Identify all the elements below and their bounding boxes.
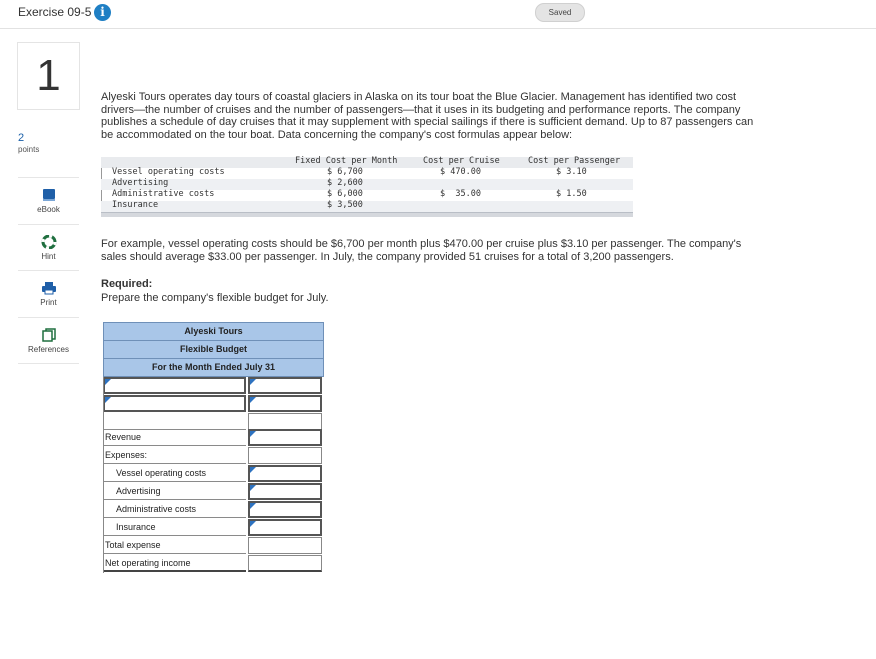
advertising-label: Advertising bbox=[103, 483, 246, 500]
intro-line: Alyeski Tours operates day tours of coastal glaciers in Alaska on its tour boat the Blue Glacier. Management has identified two cost bbox=[101, 91, 737, 103]
row-label: Administrative costs bbox=[112, 189, 215, 199]
example-line: For example, vessel operating costs should be $6,700 per month plus $470.00 per cruise plus $3.10 per passenger. The company's bbox=[101, 238, 742, 250]
budget-row-revenue bbox=[103, 429, 323, 446]
intro-line: be accommodated on the tour boat. Data concerning the company's cost formulas appear below: bbox=[101, 128, 573, 141]
cruise-cost-cell: $ 35.00 bbox=[440, 189, 481, 199]
administrative-costs-label: Administrative costs bbox=[103, 501, 246, 518]
column-header-input[interactable] bbox=[248, 377, 322, 394]
example-line: sales should average $33.00 per passenger. In July, the company provided 51 cruises for a total of 3,200 passengers. bbox=[101, 250, 674, 263]
budget-row-net-operating-income bbox=[103, 555, 323, 572]
ebook-button[interactable] bbox=[18, 177, 79, 223]
budget-company-name: Alyeski Tours bbox=[103, 322, 324, 341]
info-icon[interactable]: i bbox=[94, 4, 111, 21]
expenses-value-cell bbox=[248, 447, 322, 464]
column-header-input[interactable] bbox=[248, 395, 322, 412]
fixed-cost-cell: $ 2,600 bbox=[327, 178, 363, 188]
ebook-label: eBook bbox=[37, 205, 60, 214]
net-operating-income-value bbox=[248, 555, 322, 572]
spacer-row bbox=[103, 413, 323, 430]
problem-example bbox=[101, 238, 811, 263]
total-expense-label: Total expense bbox=[103, 537, 246, 554]
input-flag-icon bbox=[250, 485, 256, 491]
cost-formula-table bbox=[101, 155, 633, 217]
budget-row-administrative bbox=[103, 501, 323, 518]
col-header-cruise: Cost per Cruise bbox=[423, 156, 500, 166]
input-flag-icon bbox=[250, 467, 256, 473]
worksheet-left-border bbox=[103, 377, 104, 573]
row-label: Vessel operating costs bbox=[112, 167, 225, 177]
sidebar-divider bbox=[18, 363, 79, 364]
col-header-fixed: Fixed Cost per Month bbox=[295, 156, 398, 166]
lifebuoy-icon bbox=[41, 235, 57, 249]
insurance-label: Insurance bbox=[103, 519, 246, 536]
hint-button[interactable] bbox=[18, 224, 79, 270]
column-header-row bbox=[103, 377, 323, 394]
vessel-costs-label: Vessel operating costs bbox=[103, 465, 246, 482]
col-header-passenger: Cost per Passenger bbox=[528, 156, 621, 166]
revenue-label: Revenue bbox=[103, 429, 246, 446]
input-flag-icon bbox=[250, 521, 256, 527]
budget-row-total-expense bbox=[103, 537, 323, 554]
fixed-cost-cell: $ 6,700 bbox=[327, 167, 363, 177]
required-text: Prepare the company's flexible budget for July. bbox=[101, 292, 329, 304]
budget-row-advertising bbox=[103, 483, 323, 500]
insurance-input[interactable] bbox=[248, 519, 322, 536]
administrative-costs-input[interactable] bbox=[248, 501, 322, 518]
hint-label: Hint bbox=[41, 252, 56, 261]
input-flag-icon bbox=[250, 379, 256, 385]
print-label: Print bbox=[40, 298, 57, 307]
points-label: points bbox=[18, 145, 40, 154]
budget-period: For the Month Ended July 31 bbox=[103, 358, 324, 377]
required-heading: Required: bbox=[101, 278, 153, 290]
row-label: Insurance bbox=[112, 200, 159, 210]
input-flag-icon bbox=[250, 431, 256, 437]
net-operating-income-label: Net operating income bbox=[103, 555, 246, 572]
input-flag-icon bbox=[250, 503, 256, 509]
cruise-cost-cell: $ 470.00 bbox=[440, 167, 481, 177]
row-label: Advertising bbox=[112, 178, 169, 188]
budget-row-vessel bbox=[103, 465, 323, 482]
budget-row-expenses bbox=[103, 447, 323, 464]
column-header-select[interactable] bbox=[103, 395, 246, 412]
input-flag-icon bbox=[250, 397, 256, 403]
book-icon bbox=[41, 188, 57, 202]
intro-line: publishes a schedule of day cruises that it may supplement with special sailings if there is sufficient demand. Up to 87 passengers can bbox=[101, 116, 754, 128]
row-stripe bbox=[101, 201, 633, 212]
fixed-cost-cell: $ 3,500 bbox=[327, 200, 363, 210]
passenger-cost-cell: $ 3.10 bbox=[556, 167, 587, 177]
fixed-cost-cell: $ 6,000 bbox=[327, 189, 363, 199]
print-button[interactable] bbox=[18, 270, 79, 316]
exercise-title: Exercise 09-5 bbox=[18, 5, 92, 19]
advertising-input[interactable] bbox=[248, 483, 322, 500]
budget-title: Flexible Budget bbox=[103, 340, 324, 359]
top-bar bbox=[0, 0, 876, 29]
printer-icon bbox=[41, 281, 57, 295]
question-number: 1 bbox=[17, 42, 80, 110]
copy-icon bbox=[41, 328, 57, 342]
points-value: 2 bbox=[18, 132, 25, 144]
expenses-label: Expenses: bbox=[103, 447, 246, 464]
revenue-input[interactable] bbox=[248, 429, 322, 446]
column-header-select[interactable] bbox=[103, 377, 246, 394]
spacer-value-cell bbox=[248, 413, 322, 430]
passenger-cost-cell: $ 1.50 bbox=[556, 189, 587, 199]
saved-status-badge: Saved bbox=[535, 3, 585, 22]
input-flag-icon bbox=[105, 379, 111, 385]
vessel-costs-input[interactable] bbox=[248, 465, 322, 482]
input-flag-icon bbox=[105, 397, 111, 403]
references-button[interactable] bbox=[18, 317, 79, 363]
table-bottom-rule bbox=[101, 212, 633, 217]
budget-row-insurance bbox=[103, 519, 323, 536]
problem-intro bbox=[101, 91, 811, 141]
spacer-cell bbox=[103, 413, 246, 430]
intro-line: drivers—the number of cruises and the number of passengers—that it uses in its budgeting and performance reports. The company bbox=[101, 103, 741, 116]
column-header-row bbox=[103, 395, 323, 412]
references-label: References bbox=[28, 345, 69, 354]
total-expense-value bbox=[248, 537, 322, 554]
